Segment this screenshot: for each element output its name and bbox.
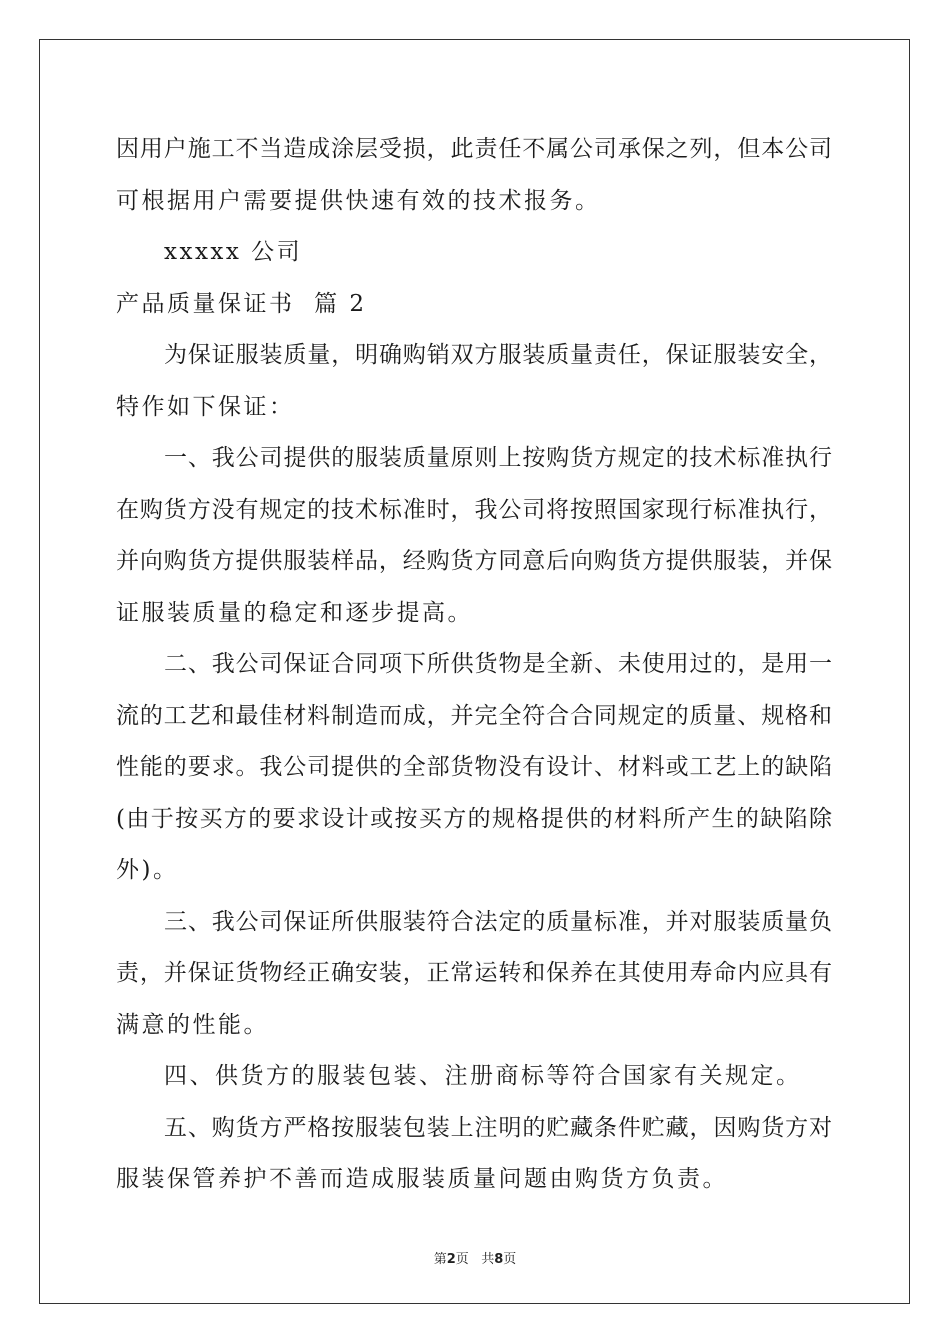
page-prefix: 第 [433,1252,447,1267]
text-line: 三、我公司保证所供服装符合法定的质量标准，并对服装质量负 [164,908,832,935]
text-line: 一、我公司提供的服装质量原则上按购货方规定的技术标准执行 [164,445,832,471]
text-line: 满意的性能。 [116,1011,269,1038]
text-line: 外)。 [116,857,179,883]
text-line: 流的工艺和最佳材料制造而成，并完全符合合同规定的质量、规格和 [116,702,832,729]
total-pages: 8 [494,1252,504,1267]
text-line: 二、我公司保证合同项下所供货物是全新、未使用过的，是用一 [164,651,832,677]
page-suffix: 页 [455,1252,469,1267]
total-prefix: 共 [481,1252,495,1267]
total-suffix: 页 [503,1252,517,1267]
page-footer [0,1248,950,1267]
page-number: 2 [446,1252,456,1267]
text-line: 可根据用户需要提供快速有效的技术报务。 [116,187,601,214]
text-line: 因用户施工不当造成涂层受损，此责任不属公司承保之列，但本公司 [116,136,832,162]
company-signature: xxxxx 公司 [164,239,303,265]
text-line: 在购货方没有规定的技术标准时，我公司将按照国家现行标准执行， [116,496,832,523]
text-line: 为保证服装质量，明确购销双方服装质量责任，保证服装安全， [164,342,832,368]
text-line: 特作如下保证： [116,393,295,420]
text-line: 性能的要求。我公司提供的全部货物没有设计、材料或工艺上的缺陷 [116,754,832,780]
text-line: 四、供货方的服装包装、注册商标等符合国家有关规定。 [164,1063,802,1089]
text-line: 责，并保证货物经正确安装，正常运转和保养在其使用寿命内应具有 [116,960,832,986]
text-line: (由于按买方的要求设计或按买方的规格提供的材料所产生的缺陷除 [116,805,832,832]
section-heading: 产品质量保证书 篇 2 [116,290,367,317]
text-line: 五、购货方严格按服装包装上注明的贮藏条件贮藏，因购货方对 [164,1114,832,1141]
text-line: 并向购货方提供服装样品，经购货方同意后向购货方提供服装，并保 [116,548,832,574]
text-line: 服装保管养护不善而造成服装质量问题由购货方负责。 [116,1166,728,1192]
document-body [116,124,836,1206]
text-line: 证服装质量的稳定和逐步提高。 [116,599,473,626]
